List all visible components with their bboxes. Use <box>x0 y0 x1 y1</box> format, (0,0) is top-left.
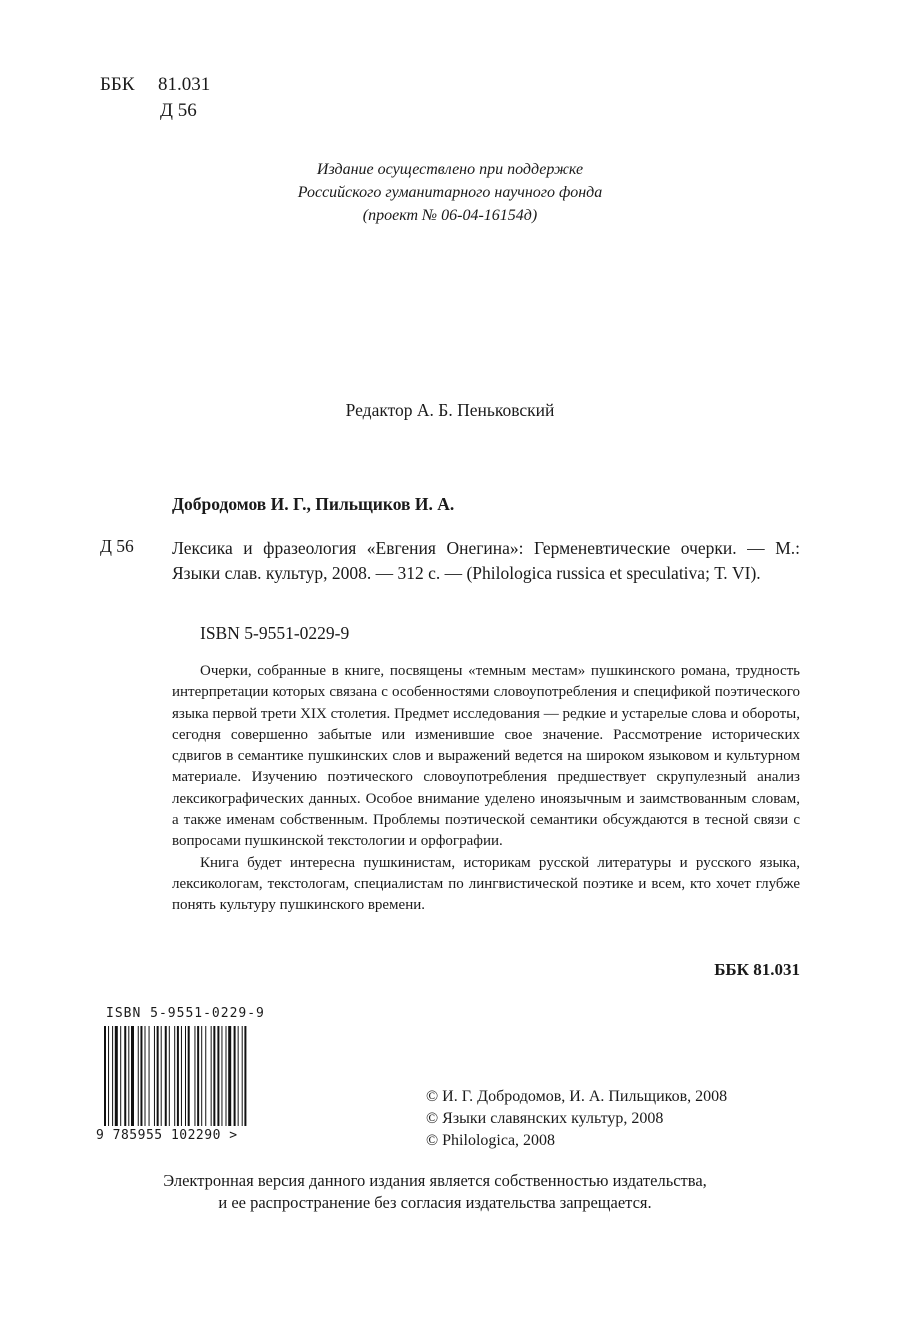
barcode-bar <box>145 1026 146 1126</box>
barcode-bar <box>244 1026 246 1126</box>
barcode-bar <box>238 1026 239 1126</box>
barcode-bar <box>124 1026 126 1126</box>
barcode-bar <box>131 1026 134 1126</box>
barcode-bar <box>181 1026 182 1126</box>
barcode-isbn-text: ISBN 5-9551-0229-9 <box>106 1006 265 1021</box>
barcode-bar <box>221 1026 222 1126</box>
barcode-bar <box>140 1026 142 1126</box>
barcode-bar <box>228 1026 231 1126</box>
barcode-bar <box>115 1026 118 1126</box>
barcode-bar <box>242 1026 243 1126</box>
funding-line-1: Издание осуществлено при поддержке <box>316 161 584 178</box>
barcode-bar <box>194 1026 195 1126</box>
editor-credit: Редактор А. Б. Пеньковский <box>345 400 555 420</box>
bbk-code: 81.031 <box>158 74 211 95</box>
barcode-bar <box>169 1026 170 1126</box>
barcode-bar <box>154 1026 155 1126</box>
barcode-bar <box>211 1026 212 1126</box>
barcode-bar <box>217 1026 219 1126</box>
barcode-bar <box>108 1026 109 1126</box>
barcode-bar <box>161 1026 162 1126</box>
barcode-bar <box>234 1026 236 1126</box>
barcode-bar <box>226 1026 227 1126</box>
bbk-classification <box>100 72 210 124</box>
barcode-bar <box>174 1026 175 1126</box>
isbn: ISBN 5-9551-0229-9 <box>200 623 350 643</box>
barcode-digits: 9 785955 102290 > <box>96 1128 238 1143</box>
barcode-bar <box>128 1026 129 1126</box>
bibliographic-description: Лексика и фразеология «Евгения Онегина»: Герменевтические очерки. — М.: Языки слав. культур, 2008. — 312 с. — (Philologica russica et speculativa; Т. VI). <box>172 538 800 583</box>
copyright-line: © И. Г. Добродомов, И. А. Пильщиков, 2008 <box>426 1088 728 1105</box>
barcode <box>96 1006 308 1146</box>
barcode-bar <box>157 1026 159 1126</box>
barcode-bars-icon <box>104 1026 300 1126</box>
barcode-bar <box>177 1026 179 1126</box>
funding-line-2: Российского гуманитарного научного фонда <box>297 184 603 201</box>
funding-line-3: (проект № 06-04-16154д) <box>362 207 538 224</box>
author-mark: Д 56 <box>160 100 197 121</box>
notice-line-2: и ее распространение без согласия издательства запрещается. <box>218 1193 652 1212</box>
barcode-bar <box>197 1026 199 1126</box>
barcode-bar <box>188 1026 190 1126</box>
bbk-label: ББК <box>100 74 135 95</box>
bbk-footer: ББК 81.031 <box>714 960 800 979</box>
electronic-edition-notice <box>60 1170 810 1214</box>
catalog-mark: Д 56 <box>100 536 134 556</box>
notice-line-1: Электронная версия данного издания является собственностью издательства, <box>163 1171 707 1190</box>
barcode-bar <box>205 1026 206 1126</box>
copyright-line: © Philologica, 2008 <box>426 1132 556 1149</box>
funding-note <box>200 158 700 227</box>
barcode-bar <box>104 1026 106 1126</box>
barcode-bar <box>185 1026 186 1126</box>
barcode-bar <box>149 1026 150 1126</box>
abstract-paragraph-2: Книга будет интересна пушкинистам, историкам русской литературы и русского языка, лексикологам, текстологам, специалистам по лингвистической поэтике и всем, кто хочет глубже понять культуру пушкинского времени. <box>172 854 800 914</box>
barcode-bar <box>120 1026 121 1126</box>
copyright-block <box>426 1086 727 1152</box>
barcode-bar <box>213 1026 215 1126</box>
barcode-bar <box>165 1026 167 1126</box>
barcode-bar <box>138 1026 139 1126</box>
barcode-bar <box>201 1026 202 1126</box>
abstract <box>172 661 800 917</box>
barcode-bar <box>112 1026 113 1126</box>
abstract-paragraph-1: Очерки, собранные в книге, посвящены «темным местам» пушкинского романа, трудность интерпретации которых связана с особенностями словоупотребления и спецификой поэтического языка первой трети XIX столетия. Предмет исследования — редкие и устарелые слова и обороты, сегодня совершенно забытые или изменившие свое значение. Рассмотрение исторических сдвигов в семантике пушкинских слов и выражений ведется на широком языковом и культурном материале. Изучению поэтического словоупотребления предшествует скрупулезный анализ лексикографических данных. Особое внимание уделено иноязычным и заимствованным словам, а также именам собственным. Проблемы поэтической семантики обсуждаются в тесной связи с вопросами пушкинской текстологии и орфографии. <box>172 663 800 850</box>
authors-heading: Добродомов И. Г., Пильщиков И. А. <box>172 494 455 514</box>
copyright-line: © Языки славянских культур, 2008 <box>426 1110 664 1127</box>
